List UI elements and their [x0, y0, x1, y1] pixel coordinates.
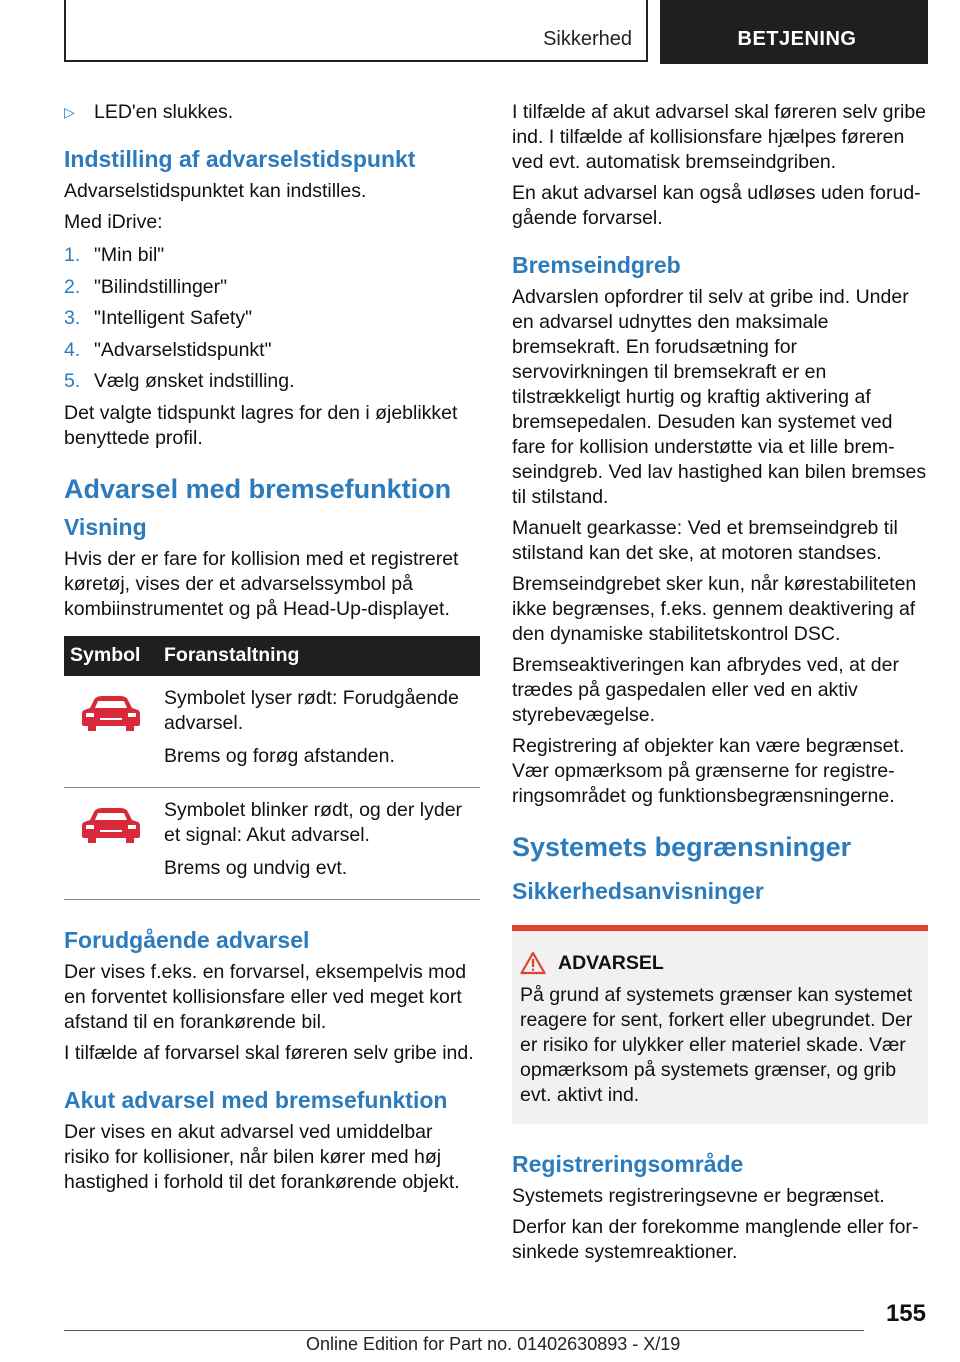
header-section-title: Sikkerhed: [543, 28, 632, 50]
heading-safety-notes: Sikkerhedsanvisninger: [512, 878, 764, 904]
step-number: 3.: [64, 307, 81, 329]
step-text: "Intelligent Safety": [94, 307, 253, 329]
measure-text: Symbolet lyser rødt: Forudgående advarsel.: [164, 686, 459, 734]
heading-warning-timing: Indstilling af advarselstidspunkt: [64, 146, 416, 172]
step-item: [64, 369, 480, 394]
warning-box: [512, 925, 928, 1124]
paragraph: Manuelt gearkasse: Ved et bremseindgreb til stilstand kan det ske, at motoren standses.: [512, 517, 898, 564]
symbol-cell: [64, 787, 158, 899]
footer-divider: [64, 1330, 864, 1331]
edition-note: Online Edition for Part no. 01402630893 - X/19: [306, 1334, 681, 1354]
heading-system-limits: Systemets begrænsninger: [512, 832, 852, 862]
result-line: [64, 100, 480, 125]
step-item: [64, 306, 480, 331]
table-row: [64, 676, 480, 788]
symbol-table: [64, 636, 480, 900]
right-column: [512, 100, 928, 1271]
car-warning-icon: [80, 694, 142, 734]
warning-text: På grund af systemets grænser kan systemet reagere for sent, forkert eller ubegrundet. Der er risiko for ulykker eller materiel skade. Vær opmærksom på systemets grænser, og grib evt. aktivt ind.: [520, 984, 913, 1106]
heading-brake-intervention: Bremseindgreb: [512, 252, 681, 278]
header-chapter-tab: [660, 0, 928, 64]
step-number: 1.: [64, 244, 81, 266]
step-text: "Bilindstillinger": [94, 275, 228, 298]
header-section-box: [64, 0, 648, 62]
step-number: 4.: [64, 338, 81, 361]
step-number: 2.: [64, 275, 81, 298]
page-header: [64, 0, 928, 64]
step-text: Vælg ønsket indstilling.: [94, 370, 295, 392]
paragraph: Derfor kan der forekomme manglende eller forsinkede systemreaktioner.: [512, 1216, 919, 1263]
warning-title: ADVARSEL: [558, 951, 664, 974]
table-header-row: [64, 636, 480, 676]
heading-visning: Visning: [64, 513, 147, 540]
paragraph: I tilfælde af forvarsel skal føreren selv gribe ind.: [64, 1041, 474, 1064]
result-triangle-icon: ▷: [64, 104, 75, 120]
heading-brake-warning: Advarsel med bremsefunktion: [64, 473, 452, 504]
paragraph: Der vises f.eks. en forvarsel, eksempelvis mod en forventet kollisionsfare eller ved meget kort afstand til en forankørende bil.: [64, 960, 467, 1033]
paragraph: Advarslen opfordrer til selv at gribe ind. Under en advarsel udnyttes den maksimale bremsekraft. En forudsætning for servovirkningen til bremsekraft er en tilstrækkeligt hurtig og kraftig aktivering af bremsepedalen. Desuden kan systemet ved fare for kollision understøtte via et lille bremseindgreb. Ved lav hastighed kan bilen bremses til stilstand.: [512, 286, 927, 508]
step-number: 5.: [64, 370, 81, 392]
paragraph: Advarselstidspunktet kan indstilles.: [64, 180, 367, 202]
page-number: 155: [885, 1300, 926, 1327]
idrive-steps: [64, 243, 480, 394]
measure-cell: [158, 787, 480, 899]
column-header-symbol: Symbol: [64, 636, 158, 676]
heading-pre-warning: Forudgående advarsel: [64, 926, 310, 953]
paragraph: Bremseindgrebet sker kun, når kørestabiliteten ikke begrænses, f.eks. gennem deaktivering af den dynamiske stabilitetskontrol DSC.: [512, 573, 917, 645]
paragraph: En akut advarsel kan også udløses uden forudgående forvarsel.: [512, 182, 921, 229]
paragraph: I tilfælde af akut advarsel skal føreren selv gribe ind. I tilfælde af kollisionsfare hjælpes føreren ved evt. automatisk bremseindgriben.: [512, 101, 927, 173]
column-header-measure: Foranstaltning: [158, 636, 480, 676]
table-row: [64, 787, 480, 899]
measure-text: Brems og forøg afstanden.: [164, 744, 395, 767]
warning-header: [520, 951, 920, 975]
paragraph: Systemets registreringsevne er begrænset.: [512, 1185, 885, 1207]
heading-detection-range: Registreringsområde: [512, 1151, 744, 1177]
paragraph: Hvis der er fare for kollision med et registreret køretøj, vises der et advarselssymbol på kombiinstrumentet og på Head-Up-displayet.: [64, 547, 459, 620]
step-item: [64, 243, 480, 268]
result-text: LED'en slukkes.: [94, 101, 234, 123]
paragraph: Med iDrive:: [64, 211, 163, 233]
paragraph: Registrering af objekter kan være begrænset. Vær opmærksom på grænserne for registreringsområdet og funktionsbegrænsningerne.: [512, 735, 905, 807]
header-chapter-title: BETJENING: [737, 28, 857, 50]
step-text: "Min bil": [94, 244, 165, 266]
paragraph: Der vises en akut advarsel ved umiddelbar risiko for kollisioner, når bilen kører med høj hastighed i forhold til det forankørende objekt.: [64, 1120, 460, 1193]
paragraph: Det valgte tidspunkt lagres for den i øjeblikket benyttede profil.: [64, 401, 458, 449]
left-column: [64, 100, 480, 1201]
paragraph: Bremseaktiveringen kan afbrydes ved, at der trædes på gaspedalen eller ved en aktiv styrebevægelse.: [512, 654, 899, 726]
measure-cell: [158, 676, 480, 788]
symbol-cell: [64, 676, 158, 788]
measure-text: Brems og undvig evt.: [164, 856, 348, 879]
measure-text: Symbolet blinker rødt, og der lyder et signal: Akut advarsel.: [164, 798, 463, 846]
car-warning-icon: [80, 806, 142, 846]
step-text: "Advarselstidspunkt": [94, 338, 272, 361]
step-item: [64, 338, 480, 363]
warning-triangle-icon: [520, 951, 546, 975]
heading-acute-warning: Akut advarsel med bremsefunktion: [64, 1086, 448, 1113]
step-item: [64, 275, 480, 300]
